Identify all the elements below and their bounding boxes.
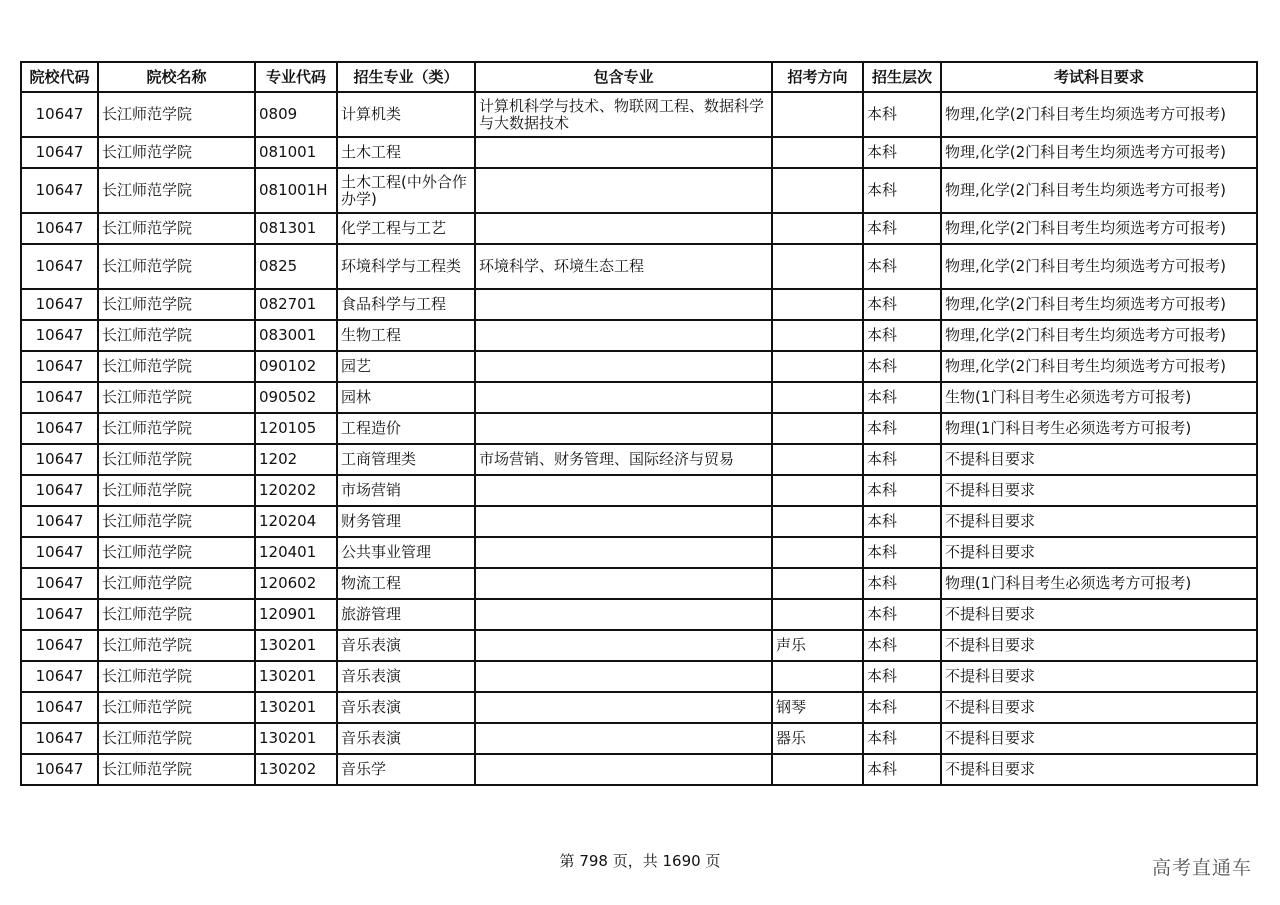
school-code-cell: 10647 xyxy=(21,168,98,213)
included-majors-cell xyxy=(475,168,772,213)
level-cell: 本科 xyxy=(863,351,941,382)
table-row xyxy=(21,382,1257,413)
school-code-cell: 10647 xyxy=(21,444,98,475)
included-majors-cell xyxy=(475,137,772,168)
table-row xyxy=(21,444,1257,475)
major-code-cell: 120105 xyxy=(255,413,337,444)
subject-requirement-cell: 不提科目要求 xyxy=(941,692,1257,723)
major-code-cell: 120202 xyxy=(255,475,337,506)
school-code-cell: 10647 xyxy=(21,244,98,289)
major-code-cell: 081001 xyxy=(255,137,337,168)
school-name-cell: 长江师范学院 xyxy=(98,244,255,289)
major-category-cell: 工程造价 xyxy=(337,413,475,444)
school-code-cell: 10647 xyxy=(21,351,98,382)
major-code-cell: 120401 xyxy=(255,537,337,568)
header-exam-direction: 招考方向 xyxy=(772,62,863,92)
level-cell: 本科 xyxy=(863,692,941,723)
major-code-cell: 130201 xyxy=(255,692,337,723)
school-code-cell: 10647 xyxy=(21,475,98,506)
subject-requirement-cell: 不提科目要求 xyxy=(941,537,1257,568)
table-row xyxy=(21,320,1257,351)
major-category-cell: 音乐学 xyxy=(337,754,475,785)
level-cell: 本科 xyxy=(863,137,941,168)
table-row xyxy=(21,506,1257,537)
exam-direction-cell xyxy=(772,320,863,351)
major-code-cell: 130201 xyxy=(255,661,337,692)
table-row xyxy=(21,568,1257,599)
admissions-table xyxy=(20,61,1258,786)
subject-requirement-cell: 物理,化学(2门科目考生均须选考方可报考) xyxy=(941,92,1257,137)
subject-requirement-cell: 物理(1门科目考生必须选考方可报考) xyxy=(941,413,1257,444)
exam-direction-cell xyxy=(772,413,863,444)
exam-direction-cell xyxy=(772,444,863,475)
major-category-cell: 财务管理 xyxy=(337,506,475,537)
subject-requirement-cell: 物理,化学(2门科目考生均须选考方可报考) xyxy=(941,168,1257,213)
level-cell: 本科 xyxy=(863,661,941,692)
header-major-category: 招生专业（类） xyxy=(337,62,475,92)
table-row xyxy=(21,754,1257,785)
subject-requirement-cell: 不提科目要求 xyxy=(941,599,1257,630)
major-category-cell: 计算机类 xyxy=(337,92,475,137)
subject-requirement-cell: 不提科目要求 xyxy=(941,444,1257,475)
major-category-cell: 食品科学与工程 xyxy=(337,289,475,320)
exam-direction-cell xyxy=(772,244,863,289)
included-majors-cell xyxy=(475,320,772,351)
school-name-cell: 长江师范学院 xyxy=(98,537,255,568)
school-name-cell: 长江师范学院 xyxy=(98,137,255,168)
table-row xyxy=(21,137,1257,168)
subject-requirement-cell: 物理,化学(2门科目考生均须选考方可报考) xyxy=(941,289,1257,320)
header-subject-requirement: 考试科目要求 xyxy=(941,62,1257,92)
table-header-row xyxy=(21,62,1257,92)
exam-direction-cell xyxy=(772,661,863,692)
included-majors-cell xyxy=(475,599,772,630)
school-code-cell: 10647 xyxy=(21,568,98,599)
header-included-majors: 包含专业 xyxy=(475,62,772,92)
major-category-cell: 园林 xyxy=(337,382,475,413)
exam-direction-cell xyxy=(772,92,863,137)
included-majors-cell xyxy=(475,382,772,413)
school-name-cell: 长江师范学院 xyxy=(98,320,255,351)
included-majors-cell: 计算机科学与技术、物联网工程、数据科学与大数据技术 xyxy=(475,92,772,137)
included-majors-cell xyxy=(475,413,772,444)
subject-requirement-cell: 物理,化学(2门科目考生均须选考方可报考) xyxy=(941,320,1257,351)
exam-direction-cell xyxy=(772,382,863,413)
school-code-cell: 10647 xyxy=(21,599,98,630)
level-cell: 本科 xyxy=(863,568,941,599)
included-majors-cell xyxy=(475,723,772,754)
major-category-cell: 环境科学与工程类 xyxy=(337,244,475,289)
table-row xyxy=(21,213,1257,244)
exam-direction-cell: 钢琴 xyxy=(772,692,863,723)
level-cell: 本科 xyxy=(863,168,941,213)
school-code-cell: 10647 xyxy=(21,289,98,320)
subject-requirement-cell: 不提科目要求 xyxy=(941,723,1257,754)
level-cell: 本科 xyxy=(863,723,941,754)
major-category-cell: 旅游管理 xyxy=(337,599,475,630)
major-code-cell: 120602 xyxy=(255,568,337,599)
exam-direction-cell xyxy=(772,599,863,630)
school-name-cell: 长江师范学院 xyxy=(98,351,255,382)
major-code-cell: 130202 xyxy=(255,754,337,785)
school-code-cell: 10647 xyxy=(21,661,98,692)
school-name-cell: 长江师范学院 xyxy=(98,661,255,692)
subject-requirement-cell: 不提科目要求 xyxy=(941,661,1257,692)
school-name-cell: 长江师范学院 xyxy=(98,168,255,213)
included-majors-cell: 市场营销、财务管理、国际经济与贸易 xyxy=(475,444,772,475)
included-majors-cell xyxy=(475,537,772,568)
table-row xyxy=(21,475,1257,506)
level-cell: 本科 xyxy=(863,754,941,785)
included-majors-cell xyxy=(475,754,772,785)
exam-direction-cell xyxy=(772,506,863,537)
included-majors-cell xyxy=(475,475,772,506)
major-category-cell: 音乐表演 xyxy=(337,723,475,754)
major-category-cell: 公共事业管理 xyxy=(337,537,475,568)
school-name-cell: 长江师范学院 xyxy=(98,413,255,444)
school-name-cell: 长江师范学院 xyxy=(98,289,255,320)
major-code-cell: 083001 xyxy=(255,320,337,351)
table-row xyxy=(21,661,1257,692)
table-row xyxy=(21,289,1257,320)
major-category-cell: 音乐表演 xyxy=(337,661,475,692)
level-cell: 本科 xyxy=(863,475,941,506)
major-category-cell: 音乐表演 xyxy=(337,630,475,661)
major-code-cell: 090102 xyxy=(255,351,337,382)
admissions-table-container xyxy=(20,61,1256,786)
major-code-cell: 120204 xyxy=(255,506,337,537)
table-row xyxy=(21,351,1257,382)
subject-requirement-cell: 不提科目要求 xyxy=(941,754,1257,785)
school-code-cell: 10647 xyxy=(21,413,98,444)
school-code-cell: 10647 xyxy=(21,213,98,244)
included-majors-cell xyxy=(475,289,772,320)
page-number: 第 798 页，共 1690 页 xyxy=(559,852,721,870)
school-code-cell: 10647 xyxy=(21,723,98,754)
header-level: 招生层次 xyxy=(863,62,941,92)
exam-direction-cell xyxy=(772,213,863,244)
included-majors-cell xyxy=(475,568,772,599)
level-cell: 本科 xyxy=(863,244,941,289)
subject-requirement-cell: 物理,化学(2门科目考生均须选考方可报考) xyxy=(941,137,1257,168)
school-code-cell: 10647 xyxy=(21,692,98,723)
included-majors-cell xyxy=(475,213,772,244)
school-name-cell: 长江师范学院 xyxy=(98,506,255,537)
major-code-cell: 0809 xyxy=(255,92,337,137)
included-majors-cell xyxy=(475,506,772,537)
school-code-cell: 10647 xyxy=(21,92,98,137)
table-body xyxy=(21,92,1257,785)
table-row xyxy=(21,92,1257,137)
exam-direction-cell xyxy=(772,351,863,382)
level-cell: 本科 xyxy=(863,444,941,475)
subject-requirement-cell: 物理,化学(2门科目考生均须选考方可报考) xyxy=(941,213,1257,244)
exam-direction-cell xyxy=(772,537,863,568)
level-cell: 本科 xyxy=(863,413,941,444)
school-code-cell: 10647 xyxy=(21,506,98,537)
level-cell: 本科 xyxy=(863,506,941,537)
major-category-cell: 音乐表演 xyxy=(337,692,475,723)
exam-direction-cell xyxy=(772,754,863,785)
major-category-cell: 土木工程 xyxy=(337,137,475,168)
major-code-cell: 130201 xyxy=(255,630,337,661)
table-row xyxy=(21,723,1257,754)
major-code-cell: 0825 xyxy=(255,244,337,289)
level-cell: 本科 xyxy=(863,382,941,413)
subject-requirement-cell: 物理(1门科目考生必须选考方可报考) xyxy=(941,568,1257,599)
table-row xyxy=(21,168,1257,213)
included-majors-cell xyxy=(475,351,772,382)
school-name-cell: 长江师范学院 xyxy=(98,568,255,599)
school-name-cell: 长江师范学院 xyxy=(98,630,255,661)
level-cell: 本科 xyxy=(863,289,941,320)
school-name-cell: 长江师范学院 xyxy=(98,754,255,785)
header-school-name: 院校名称 xyxy=(98,62,255,92)
major-code-cell: 130201 xyxy=(255,723,337,754)
table-row xyxy=(21,599,1257,630)
header-school-code: 院校代码 xyxy=(21,62,98,92)
level-cell: 本科 xyxy=(863,92,941,137)
school-code-cell: 10647 xyxy=(21,137,98,168)
included-majors-cell xyxy=(475,692,772,723)
major-code-cell: 1202 xyxy=(255,444,337,475)
school-name-cell: 长江师范学院 xyxy=(98,475,255,506)
school-code-cell: 10647 xyxy=(21,754,98,785)
exam-direction-cell: 声乐 xyxy=(772,630,863,661)
exam-direction-cell xyxy=(772,475,863,506)
exam-direction-cell xyxy=(772,137,863,168)
exam-direction-cell: 器乐 xyxy=(772,723,863,754)
header-major-code: 专业代码 xyxy=(255,62,337,92)
major-code-cell: 082701 xyxy=(255,289,337,320)
table-row xyxy=(21,537,1257,568)
level-cell: 本科 xyxy=(863,599,941,630)
school-code-cell: 10647 xyxy=(21,630,98,661)
major-category-cell: 化学工程与工艺 xyxy=(337,213,475,244)
school-name-cell: 长江师范学院 xyxy=(98,444,255,475)
included-majors-cell: 环境科学、环境生态工程 xyxy=(475,244,772,289)
major-code-cell: 090502 xyxy=(255,382,337,413)
major-code-cell: 081301 xyxy=(255,213,337,244)
table-row xyxy=(21,692,1257,723)
included-majors-cell xyxy=(475,630,772,661)
major-category-cell: 物流工程 xyxy=(337,568,475,599)
major-category-cell: 土木工程(中外合作办学) xyxy=(337,168,475,213)
table-row xyxy=(21,244,1257,289)
major-code-cell: 120901 xyxy=(255,599,337,630)
subject-requirement-cell: 生物(1门科目考生必须选考方可报考) xyxy=(941,382,1257,413)
subject-requirement-cell: 物理,化学(2门科目考生均须选考方可报考) xyxy=(941,244,1257,289)
exam-direction-cell xyxy=(772,289,863,320)
school-code-cell: 10647 xyxy=(21,537,98,568)
major-code-cell: 081001H xyxy=(255,168,337,213)
included-majors-cell xyxy=(475,661,772,692)
major-category-cell: 园艺 xyxy=(337,351,475,382)
table-row xyxy=(21,413,1257,444)
exam-direction-cell xyxy=(772,168,863,213)
major-category-cell: 工商管理类 xyxy=(337,444,475,475)
major-category-cell: 市场营销 xyxy=(337,475,475,506)
school-name-cell: 长江师范学院 xyxy=(98,692,255,723)
level-cell: 本科 xyxy=(863,537,941,568)
subject-requirement-cell: 物理,化学(2门科目考生均须选考方可报考) xyxy=(941,351,1257,382)
school-name-cell: 长江师范学院 xyxy=(98,92,255,137)
exam-direction-cell xyxy=(772,568,863,599)
level-cell: 本科 xyxy=(863,320,941,351)
subject-requirement-cell: 不提科目要求 xyxy=(941,506,1257,537)
school-code-cell: 10647 xyxy=(21,382,98,413)
subject-requirement-cell: 不提科目要求 xyxy=(941,475,1257,506)
school-name-cell: 长江师范学院 xyxy=(98,213,255,244)
school-code-cell: 10647 xyxy=(21,320,98,351)
subject-requirement-cell: 不提科目要求 xyxy=(941,630,1257,661)
school-name-cell: 长江师范学院 xyxy=(98,599,255,630)
watermark-text: 高考直通车 xyxy=(1151,857,1252,879)
major-category-cell: 生物工程 xyxy=(337,320,475,351)
school-name-cell: 长江师范学院 xyxy=(98,723,255,754)
table-row xyxy=(21,630,1257,661)
level-cell: 本科 xyxy=(863,213,941,244)
school-name-cell: 长江师范学院 xyxy=(98,382,255,413)
level-cell: 本科 xyxy=(863,630,941,661)
